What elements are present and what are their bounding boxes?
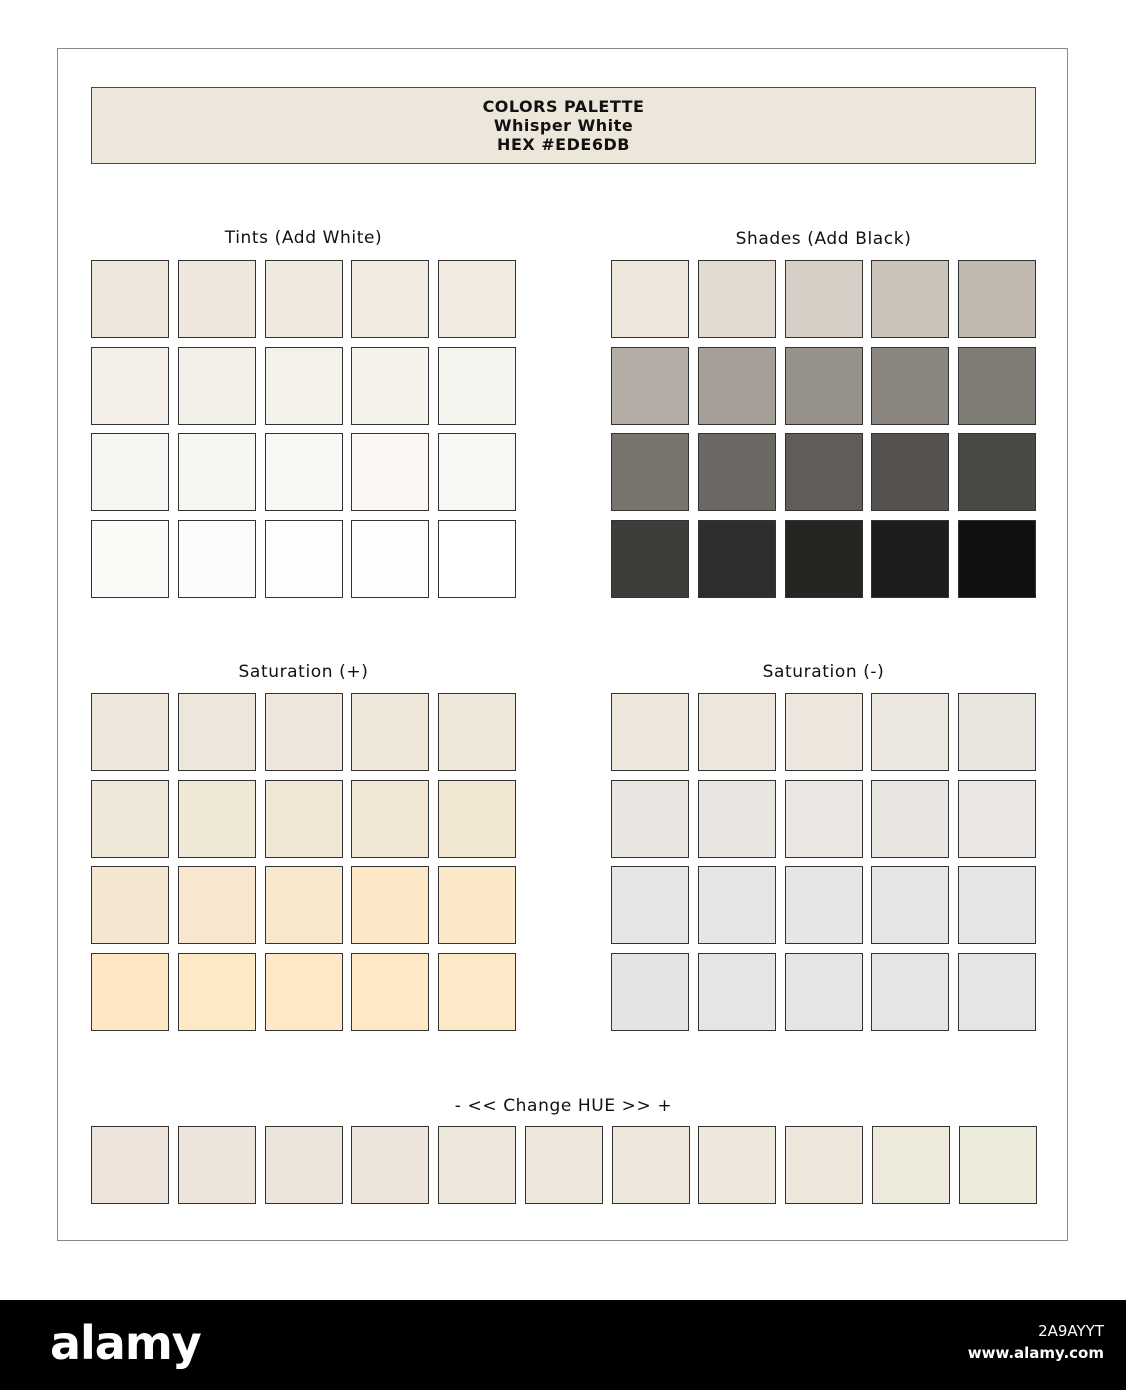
saturation-plus-title: Saturation (+) — [238, 662, 369, 682]
saturation-minus-swatch-5 — [958, 693, 1036, 771]
tint-swatch-11 — [91, 433, 169, 511]
shade-swatch-19 — [871, 520, 949, 598]
hue-swatch-9 — [785, 1126, 863, 1204]
saturation-plus-swatch-3 — [265, 693, 343, 771]
shade-swatch-14 — [871, 433, 949, 511]
tint-swatch-10 — [438, 347, 516, 425]
saturation-minus-swatch-13 — [785, 866, 863, 944]
shade-swatch-2 — [698, 260, 776, 338]
hue-swatch-11 — [959, 1126, 1037, 1204]
saturation-plus-swatch-18 — [265, 953, 343, 1031]
saturation-plus-swatch-9 — [351, 780, 429, 858]
shade-swatch-16 — [611, 520, 689, 598]
header-hex: HEX #EDE6DB — [497, 135, 630, 154]
saturation-plus-swatch-7 — [178, 780, 256, 858]
saturation-minus-swatch-16 — [611, 953, 689, 1031]
tint-swatch-1 — [91, 260, 169, 338]
saturation-plus-swatch-17 — [178, 953, 256, 1031]
tint-swatch-9 — [351, 347, 429, 425]
header-title: COLORS PALETTE — [482, 97, 645, 116]
image-id-block — [968, 1320, 1104, 1364]
saturation-plus-swatch-10 — [438, 780, 516, 858]
shade-swatch-4 — [871, 260, 949, 338]
alamy-logo: alamy — [50, 1316, 201, 1370]
saturation-minus-swatch-6 — [611, 780, 689, 858]
shades-title: Shades (Add Black) — [735, 229, 912, 249]
image-id: 2A9AYYT — [1038, 1322, 1104, 1340]
saturation-minus-swatch-12 — [698, 866, 776, 944]
tint-swatch-4 — [351, 260, 429, 338]
hue-swatch-4 — [351, 1126, 429, 1204]
tint-swatch-15 — [438, 433, 516, 511]
saturation-minus-swatch-11 — [611, 866, 689, 944]
saturation-minus-swatch-15 — [958, 866, 1036, 944]
tint-swatch-12 — [178, 433, 256, 511]
tint-swatch-20 — [438, 520, 516, 598]
saturation-plus-swatch-13 — [265, 866, 343, 944]
saturation-minus-swatch-3 — [785, 693, 863, 771]
palette-frame — [57, 48, 1068, 1241]
saturation-plus-swatch-14 — [351, 866, 429, 944]
image-url: www.alamy.com — [967, 1344, 1104, 1362]
shade-swatch-17 — [698, 520, 776, 598]
header-color-name: Whisper White — [493, 116, 634, 135]
tint-swatch-2 — [178, 260, 256, 338]
saturation-plus-swatch-19 — [351, 953, 429, 1031]
tint-swatch-3 — [265, 260, 343, 338]
tint-swatch-19 — [351, 520, 429, 598]
shade-swatch-6 — [611, 347, 689, 425]
hue-title: - << Change HUE >> + — [454, 1096, 673, 1116]
hue-swatch-8 — [698, 1126, 776, 1204]
tint-swatch-16 — [91, 520, 169, 598]
tint-swatch-6 — [91, 347, 169, 425]
saturation-plus-swatch-1 — [91, 693, 169, 771]
saturation-minus-swatch-10 — [958, 780, 1036, 858]
shade-swatch-18 — [785, 520, 863, 598]
shade-swatch-12 — [698, 433, 776, 511]
saturation-plus-swatch-20 — [438, 953, 516, 1031]
tint-swatch-7 — [178, 347, 256, 425]
shade-swatch-13 — [785, 433, 863, 511]
tint-swatch-13 — [265, 433, 343, 511]
hue-swatch-1 — [91, 1126, 169, 1204]
saturation-minus-swatch-14 — [871, 866, 949, 944]
saturation-plus-swatch-4 — [351, 693, 429, 771]
tints-title: Tints (Add White) — [224, 228, 383, 248]
hue-swatch-6 — [525, 1126, 603, 1204]
saturation-minus-swatch-8 — [785, 780, 863, 858]
saturation-plus-swatch-15 — [438, 866, 516, 944]
shade-swatch-11 — [611, 433, 689, 511]
shade-swatch-15 — [958, 433, 1036, 511]
saturation-minus-swatch-18 — [785, 953, 863, 1031]
hue-swatch-2 — [178, 1126, 256, 1204]
shade-swatch-9 — [871, 347, 949, 425]
shade-swatch-7 — [698, 347, 776, 425]
saturation-minus-swatch-7 — [698, 780, 776, 858]
hue-swatch-5 — [438, 1126, 516, 1204]
saturation-minus-title: Saturation (-) — [762, 662, 885, 682]
palette-header — [91, 87, 1036, 164]
shade-swatch-1 — [611, 260, 689, 338]
hue-swatch-7 — [612, 1126, 690, 1204]
tint-swatch-14 — [351, 433, 429, 511]
shade-swatch-10 — [958, 347, 1036, 425]
shade-swatch-3 — [785, 260, 863, 338]
saturation-plus-swatch-11 — [91, 866, 169, 944]
tint-swatch-18 — [265, 520, 343, 598]
saturation-minus-swatch-20 — [958, 953, 1036, 1031]
saturation-minus-swatch-19 — [871, 953, 949, 1031]
shade-swatch-20 — [958, 520, 1036, 598]
saturation-plus-swatch-2 — [178, 693, 256, 771]
saturation-minus-swatch-1 — [611, 693, 689, 771]
hue-swatch-3 — [265, 1126, 343, 1204]
saturation-minus-swatch-2 — [698, 693, 776, 771]
tint-swatch-5 — [438, 260, 516, 338]
saturation-minus-swatch-17 — [698, 953, 776, 1031]
saturation-minus-swatch-9 — [871, 780, 949, 858]
hue-swatch-10 — [872, 1126, 950, 1204]
tint-swatch-17 — [178, 520, 256, 598]
shade-swatch-5 — [958, 260, 1036, 338]
tint-swatch-8 — [265, 347, 343, 425]
saturation-plus-swatch-12 — [178, 866, 256, 944]
saturation-plus-swatch-5 — [438, 693, 516, 771]
shade-swatch-8 — [785, 347, 863, 425]
saturation-plus-swatch-16 — [91, 953, 169, 1031]
saturation-plus-swatch-6 — [91, 780, 169, 858]
saturation-plus-swatch-8 — [265, 780, 343, 858]
saturation-minus-swatch-4 — [871, 693, 949, 771]
